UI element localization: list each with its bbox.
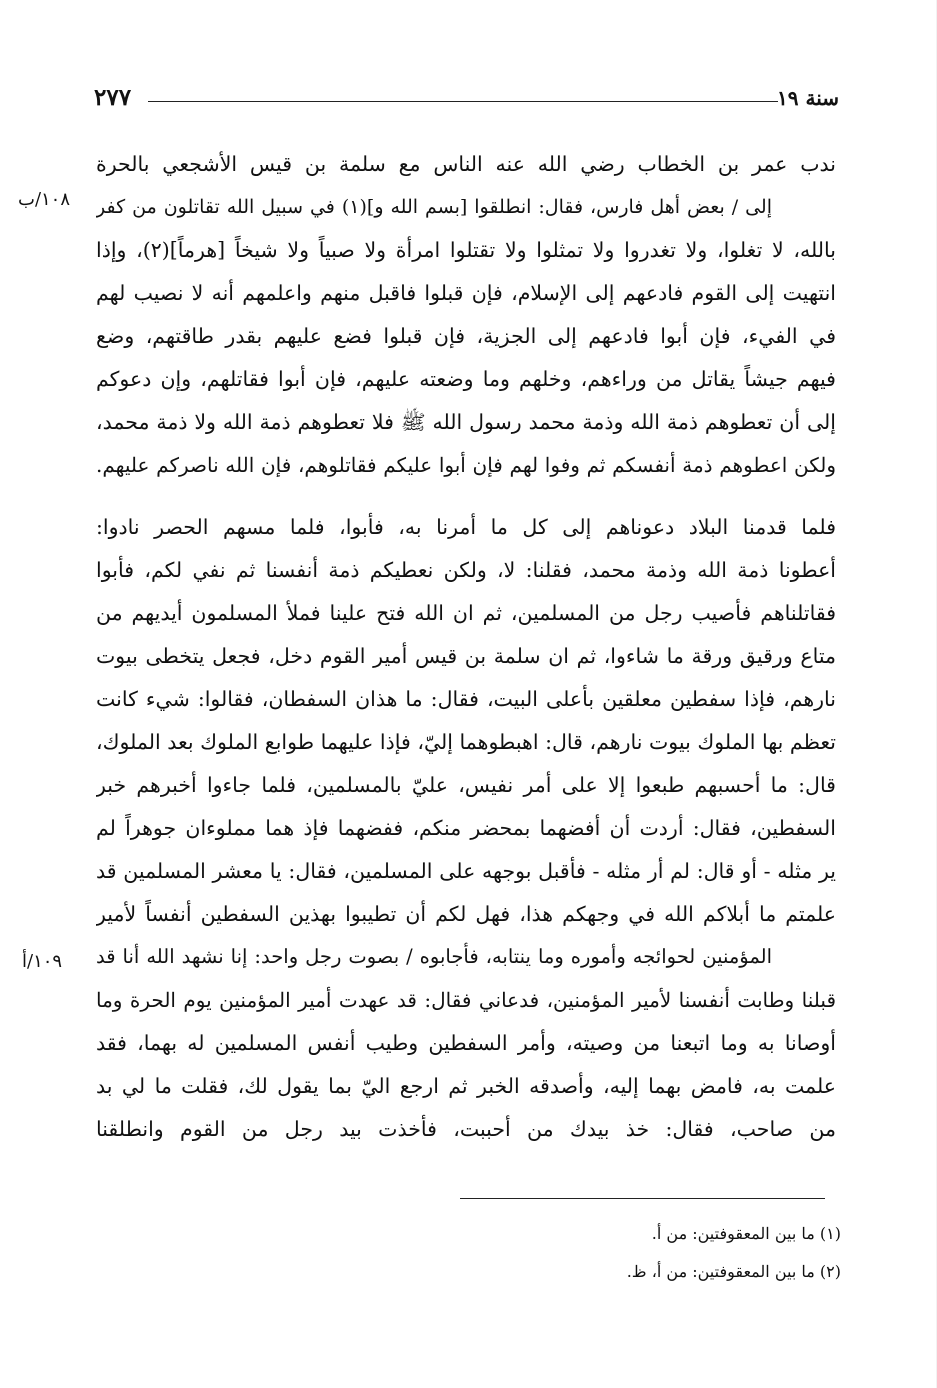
margin-folio-note: ١٠٨/ب bbox=[18, 189, 71, 210]
text-line: ير مثله - أو قال: لم أر مثله - فأقبل بوجهه على المسلمين، فقال: يا معشر المسلمين قد bbox=[96, 859, 836, 883]
text-line: علمت به، فامض بهما إليه، وأصدقه الخبر ثم ارجع اليّ بما يقول لك، فقلت ما لي بد bbox=[96, 1074, 836, 1098]
page-number: ٢٧٧ bbox=[94, 84, 132, 111]
text-line: من صاحب، فقال: خذ بيدك من أحببت، فأخذت بيد رجل من القوم وانطلقنا bbox=[96, 1117, 836, 1141]
text-line: ندب عمر بن الخطاب رضي الله عنه الناس مع سلمة بن قيس الأشجعي بالحرة bbox=[96, 152, 836, 176]
footnote: (١) ما بين المعقوفتين: من أ. bbox=[651, 1224, 841, 1243]
text-line: قبلنا وطابت أنفسنا لأمير المؤمنين، فدعاني فقال: قد عهدت أمير المؤمنين يوم الحرة وما bbox=[96, 988, 836, 1012]
footnote-rule bbox=[460, 1198, 825, 1199]
header-rule bbox=[148, 101, 778, 102]
text-line: فيهم جيشاً يقاتل من وراءهم، وخلهم وما وضعته عليهم، فإن أبوا فقاتلهم، وإن دعوكم bbox=[96, 367, 836, 391]
text-line: أعطونا ذمة الله وذمة محمد، فقلنا: لا، ولكن نعطيكم ذمة أنفسنا ثم نفي لكم، فأبوا bbox=[96, 558, 836, 582]
text-line: تعظم بها الملوك بيوت نارهم، قال: اهبطوهما إليّ، فإذا عليهما طوابع الملوك بعد الملوك، bbox=[96, 730, 836, 754]
text-line: إلى / بعض أهل فارس، فقال: انطلقوا [بسم الله و](١) في سبيل الله تقاتلون من كفر bbox=[96, 196, 772, 218]
text-line: ولكن اعطوهم ذمة أنفسكم ثم وفوا لهم فإن أبوا عليكم فقاتلوهم، فإن الله ناصركم عليهم. bbox=[96, 453, 836, 477]
margin-folio-note: ١٠٩/أ bbox=[22, 951, 63, 972]
text-line: قال: ما أحسبهم طبعوا إلا على أمر نفيس، عليّ بالمسلمين، فلما جاءوا أخبرهم خبر bbox=[96, 773, 836, 797]
text-line: في الفيء، فإن أبوا فادعهم إلى الجزية، فإن قبلوا فضع عليهم بقدر طاقتهم، وضع bbox=[96, 324, 836, 348]
text-line: متاع ورقيق ورقة ما شاءوا، ثم ان سلمة بن قيس أمير القوم دخل، فجعل يتخطى بيوت bbox=[96, 644, 836, 668]
footnote: (٢) ما بين المعقوفتين: من أ، ظ. bbox=[626, 1262, 841, 1281]
running-head-year: سنة ١٩ bbox=[777, 86, 839, 110]
text-line: إلى أن تعطوهم ذمة الله وذمة محمد رسول الله ﷺ فلا تعطوهم ذمة الله ولا ذمة محمد، bbox=[96, 410, 836, 434]
text-line: علمتم ما أبلاكم الله في وجهكم هذا، فهل لكم أن تطيبوا بهذين السفطين أنفساً لأمير bbox=[96, 902, 836, 926]
text-line: انتهيت إلى القوم فادعهم إلى الإسلام، فإن قبلوا فاقبل منهم واعلمهم أنه لا نصيب لهم bbox=[96, 281, 836, 305]
text-line: فلما قدمنا البلاد دعوناهم إلى كل ما أمرنا به، فأبوا، فلما مسهم الحصر نادوا: bbox=[96, 515, 836, 539]
text-line: المؤمنين لحوائجه وأموره وما ينتابه، فأجابوه / بصوت رجل واحد: إنا نشهد الله أنا قد bbox=[96, 945, 772, 968]
text-line: السفطين، فقال: أردت أن أفضهما بمحضر منكم، ففضهما فإذ هما مملوءان جوهراً لم bbox=[96, 816, 836, 840]
text-line: فقاتلناهم فأصيب رجل من المسلمين، ثم ان الله فتح علينا فملأ المسلمون أيديهم من bbox=[96, 601, 836, 625]
text-line: بالله، لا تغلوا، ولا تغدروا ولا تمثلوا ولا تقتلوا امرأة ولا صبياً ولا شيخاً [هرماً](٢)، وإذا bbox=[96, 238, 836, 262]
text-line: أوصانا به وما اتبعنا من وصيته، وأمر السفطين وطيب أنفس المسلمين له بهما، فقد bbox=[96, 1031, 836, 1055]
text-line: نارهم، فإذا سفطين معلقين بأعلى البيت، فقال: ما هذان السفطان، فقالوا: شيء كانت bbox=[96, 687, 836, 711]
